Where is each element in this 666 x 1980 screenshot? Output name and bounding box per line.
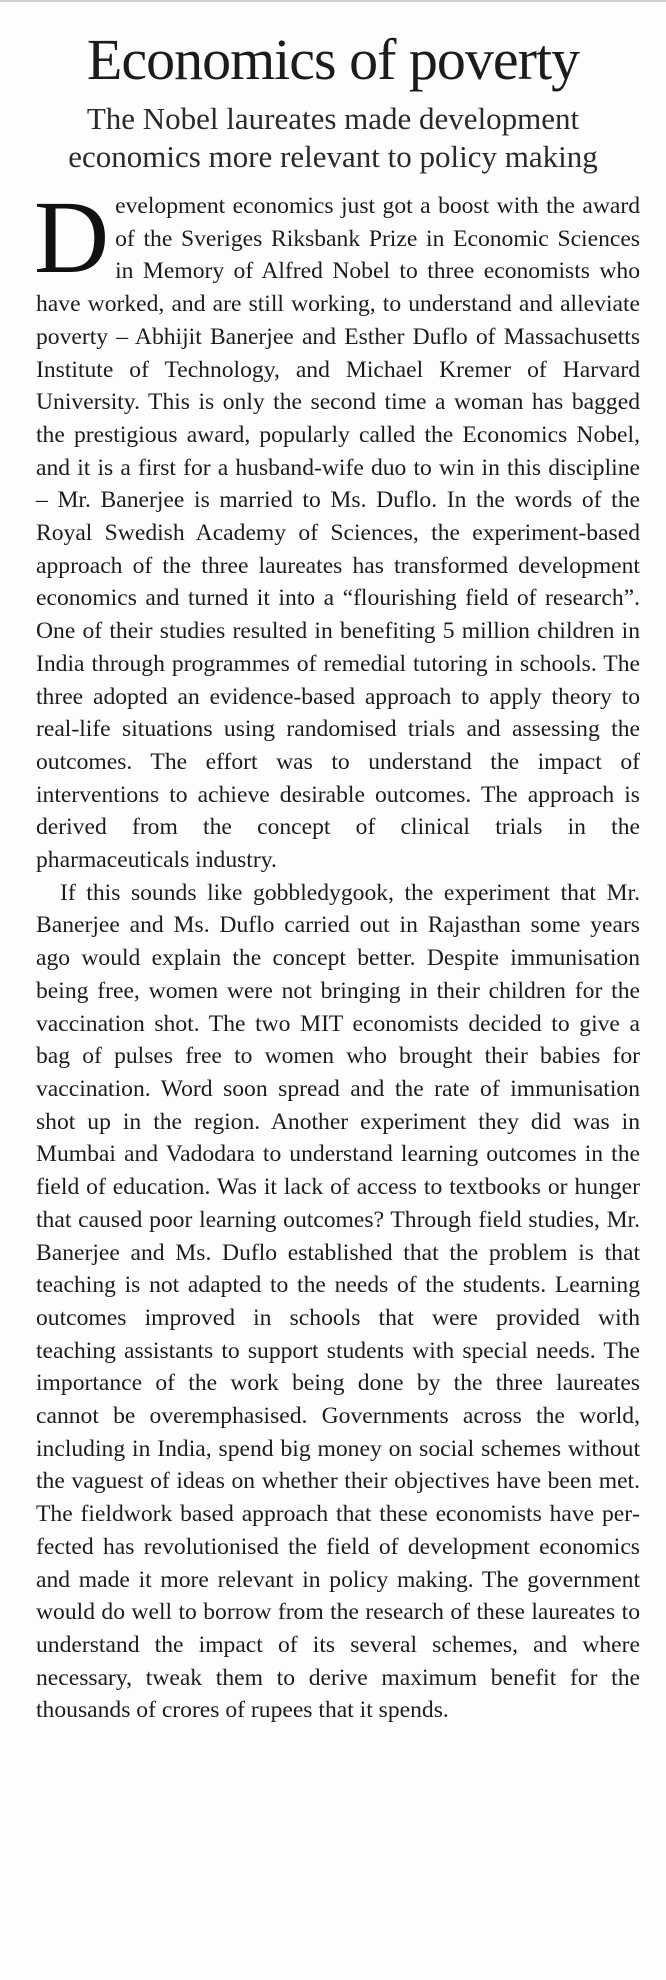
- deck-line-1: The Nobel laureates made development: [86, 101, 580, 136]
- headline: Economics of poverty: [86, 27, 580, 92]
- paragraph-2: If this sounds like gobbledygook, the experiment that Mr. Banerjee and Ms. Duflo carried out in Rajasthan some years ago would explain the concept better. Despite immunisation being free, women were not bringing in their children for the vaccination shot. The two MIT economists decided to give a bag of pulses free to women who brought their babies for vaccination. Word soon spread and the rate of immunisation shot up in the region. Another experiment they did was in Mumbai and Vadodara to understand learning outcomes in the field of education. Was it lack of access to textbooks or hunger that caused poor learning outcomes? Through field studies, Mr. Banerjee and Ms. Duflo established that the problem is that teaching is not adapted to the needs of the students. Learning outcomes improved in schools that were provided with teaching assistants to support students with special needs. The importance of the work being done by the three laureates cannot be overemphasised. Governments across the world, including in India, spend big money on social schemes without the vaguest of ideas on whether their objectives have been met. The fieldwork based approach that these economists have perfected has revolutionised the field of development economics and made it more relevant in policy making. The government would do well to borrow from the research of these laureates to understand the impact of its several schemes, and where necessary, tweak them to derive maximum benefit for the thousands of crores of rupees that it spends.: [36, 879, 640, 1724]
- deck-line-2: economics more relevant to policy making: [68, 139, 598, 174]
- paragraph-1: [34, 180, 640, 877]
- drop-cap: D: [34, 180, 110, 295]
- paragraph-1-text: evelopment economics just got a boost with the award of the Sveriges Riksbank Prize in Economic Sciences in Memory of Alfred Nobel to three economists who have worked, and are still working, to understand and alleviate poverty – Abhijit Banerjee and Esther Duflo of Massachusetts Institute of Technology, and Michael Kremer of Harvard University. This is only the second time a woman has bagged the prestigious award, popularly called the Economics Nobel, and it is a first for a husband-wife duo to win in this discipline – Mr. Banerjee is married to Ms. Duflo. In the words of the Royal Swedish Academy of Sciences, the experiment-based approach of the three laureates has transformed development economics and turned it into a “flourishing field of research”. One of their studies resulted in benefiting 5 million children in India through programmes of remedial tutoring in schools. The three adopted an evidence-based approach to apply theory to real-life situations using randomised trials and assessing the outcomes. The effort was to understand the impact of interventions to achieve desirable outcomes. The approach is derived from the concept of clinical trials in the pharmaceuticals industry.: [36, 193, 640, 874]
- deck: [20, 100, 646, 176]
- top-divider: [0, 0, 666, 2]
- article-body: [34, 180, 640, 1727]
